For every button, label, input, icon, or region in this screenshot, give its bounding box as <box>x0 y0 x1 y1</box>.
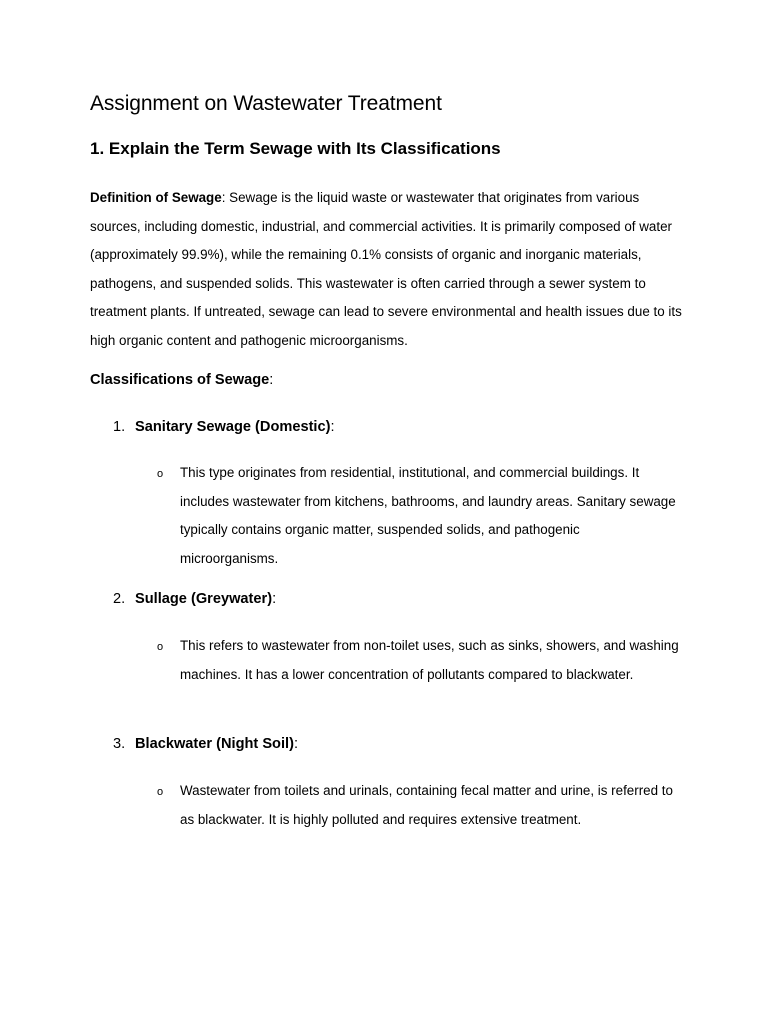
classification-item-title <box>113 591 276 607</box>
classification-item-description: This refers to wastewater from non-toilet uses, such as sinks, showers, and washing machines. It has a lower concentration of pollutants compared to blackwater. <box>180 638 679 682</box>
classifications-heading-colon: : <box>269 372 274 388</box>
classification-item-title <box>113 419 335 435</box>
classification-item-description: Wastewater from toilets and urinals, containing fecal matter and urine, is referred to as blackwater. It is highly polluted and requires extensive treatment. <box>180 783 673 827</box>
classification-item-colon: : <box>293 736 298 752</box>
definition-text: Sewage is the liquid waste or wastewater that originates from various sources, including domestic, industrial, and commercial activities. It is primarily composed of water (approximately 99.9%), while the remaining 0.1% consists of organic and inorganic materials, pathogens, and suspended solids. This wastewater is often carried through a sewer system to treatment plants. If untreated, sewage can lead to severe environmental and health issues due to its high organic content and pathogenic microorganisms. <box>90 190 682 348</box>
classification-item-description: This type originates from residential, institutional, and commercial buildings. It includes wastewater from kitchens, bathrooms, and laundry areas. Sanitary sewage typically contains organic matter, suspended solids, and pathogenic microorganisms. <box>180 465 676 566</box>
hollow-bullet-icon: o <box>157 786 164 798</box>
definition-colon: : <box>221 190 226 205</box>
classification-item-name: Sullage (Greywater) <box>135 591 273 607</box>
classification-item-name: Blackwater (Night Soil) <box>135 736 294 752</box>
classifications-heading-text: Classifications of Sewage <box>90 372 270 388</box>
hollow-bullet-icon: o <box>157 468 164 480</box>
classification-item-number: 2. <box>113 591 126 607</box>
classification-item-name: Sanitary Sewage (Domestic) <box>135 419 331 435</box>
sewage-definition-paragraph <box>90 184 690 355</box>
section-heading: 1. Explain the Term Sewage with Its Classifications <box>90 139 501 158</box>
hollow-bullet-icon: o <box>157 641 164 653</box>
document-title: Assignment on Wastewater Treatment <box>90 92 442 115</box>
classification-item-number: 3. <box>113 736 126 752</box>
classifications-heading <box>90 372 273 388</box>
classification-item-colon: : <box>330 419 335 435</box>
classification-item-colon: : <box>272 591 277 607</box>
classification-item-number: 1. <box>113 419 126 435</box>
classification-item-title <box>113 736 298 752</box>
definition-term: Definition of Sewage <box>90 190 222 205</box>
